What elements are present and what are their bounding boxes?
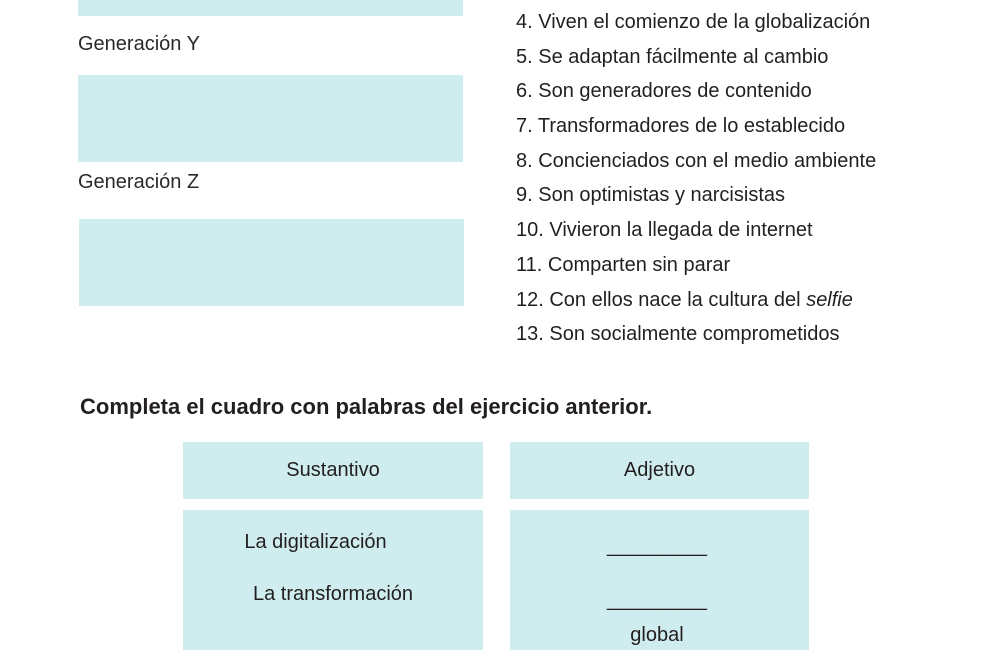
list-item: 12. Con ellos nace la cultura del selfie [516, 288, 853, 311]
header-sustantivo [183, 442, 483, 499]
list-item: 7. Transformadores de lo establecido [516, 115, 846, 138]
noun-digitalizacion: La digitalización [244, 531, 387, 553]
label-generacion-y: Generación Y [78, 33, 200, 55]
answer-box-z[interactable] [79, 219, 464, 306]
adjective-blank-2[interactable]: _________ [606, 589, 708, 611]
answer-box-x[interactable] [78, 0, 463, 16]
adjective-blank-1[interactable]: _________ [606, 535, 708, 557]
list-item: 10. Vivieron la llegada de internet [516, 219, 813, 242]
list-item: 8. Concienciados con el medio ambiente [516, 149, 877, 172]
noun-transformacion: La transformación [252, 583, 414, 605]
selfie-emphasis: selfie [806, 288, 853, 311]
list-item: 5. Se adaptan fácilmente al cambio [516, 45, 829, 68]
list-item: 4. Viven el comienzo de la globalización [516, 11, 871, 33]
list-item: 9. Son optimistas y narcisistas [516, 184, 785, 207]
exercise-heading: Completa el cuadro con palabras del ejercicio anterior. [80, 394, 653, 419]
header-sustantivo-label: Sustantivo [286, 459, 380, 481]
label-generacion-z: Generación Z [78, 171, 200, 193]
header-adjetivo [510, 442, 809, 499]
header-adjetivo-label: Adjetivo [623, 459, 696, 481]
characteristics-list [516, 5, 876, 352]
answer-box-y[interactable] [78, 75, 463, 162]
list-item: 6. Son generadores de contenido [516, 80, 812, 103]
adjective-global: global [630, 624, 684, 646]
list-item: 11. Comparten sin parar [516, 253, 731, 276]
list-item: 13. Son socialmente comprometidos [516, 323, 840, 346]
